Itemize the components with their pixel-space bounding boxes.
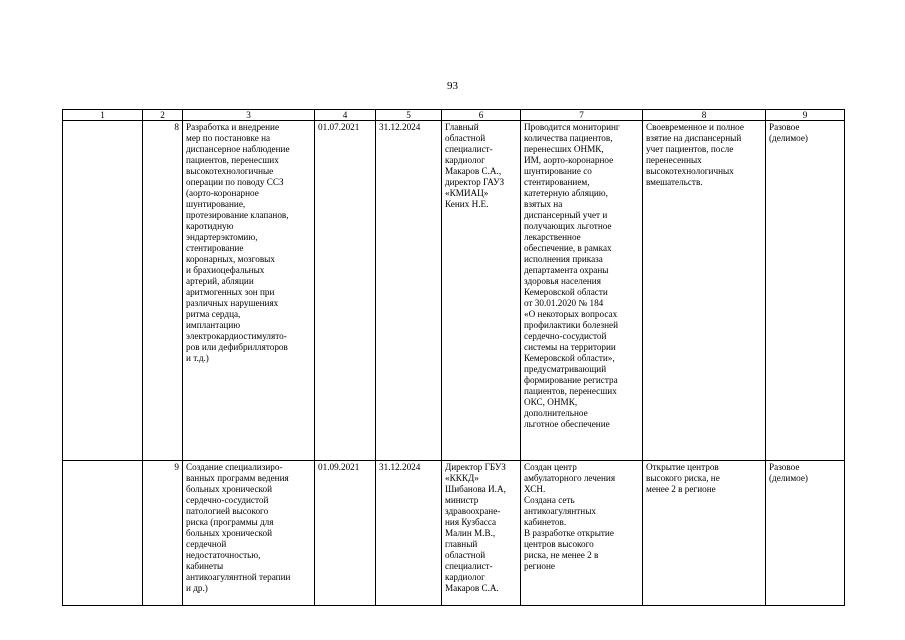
text-line: ров или дефибрилляторов xyxy=(186,342,288,352)
text-line: регионе xyxy=(524,561,555,571)
text-line: «О некоторых вопросах xyxy=(524,309,618,319)
start-date-cell: 01.09.2021 xyxy=(315,461,376,606)
text-line: высокого риска, не xyxy=(646,473,720,483)
text-line: катетерную абляцию, xyxy=(524,188,608,198)
text-line: шунтирование со xyxy=(524,166,592,176)
measures-table xyxy=(62,109,845,606)
text-line: шунтирование, xyxy=(186,199,246,209)
text-line: Кемеровской области», xyxy=(524,353,615,363)
text-line: имплантацию xyxy=(186,320,241,330)
text-line: системы на территории xyxy=(524,342,616,352)
table-row xyxy=(63,461,845,606)
text-line: сердечной xyxy=(186,539,227,549)
row-number: 8 xyxy=(143,121,183,461)
text-line: артерий, абляции xyxy=(186,276,254,286)
text-line: больных хронической xyxy=(186,484,273,494)
text-line: риска, не менее 2 в xyxy=(524,550,599,560)
status-cell xyxy=(521,461,643,606)
text-line: сердечно-сосудистой xyxy=(186,495,269,505)
text-line: специалист- xyxy=(445,144,493,154)
text-line: получающих льготное xyxy=(524,221,612,231)
text-line: от 30.01.2020 № 184 xyxy=(524,298,604,308)
start-date-cell: 01.07.2021 xyxy=(315,121,376,461)
end-date-cell: 31.12.2024 xyxy=(376,121,442,461)
text-line: недостаточностью, xyxy=(186,550,261,560)
text-line: министр xyxy=(445,495,479,505)
text-line: взятие на диспансерный xyxy=(646,133,742,143)
text-line: каротидную xyxy=(186,221,234,231)
text-line: высокотехнологичные xyxy=(186,166,274,176)
type-cell xyxy=(766,121,845,461)
type-cell xyxy=(766,461,845,606)
page-number: 93 xyxy=(447,80,458,92)
text-line: протезирование клапанов, xyxy=(186,210,289,220)
text-line: патологией высокого xyxy=(186,506,269,516)
text-line: «КМИАЦ» xyxy=(445,188,489,198)
column-header-5: 5 xyxy=(376,110,442,121)
text-line: и др.) xyxy=(186,583,208,593)
text-line: высокотехнологичных xyxy=(646,166,734,176)
end-date-cell: 31.12.2024 xyxy=(376,461,442,606)
text-line: Своевременное и полное xyxy=(646,122,744,132)
text-line: Разовое xyxy=(769,122,800,132)
text-line: антикоагулянтной терапии xyxy=(186,572,291,582)
measure-cell xyxy=(183,461,315,606)
text-line: диспансерный учет и xyxy=(524,210,608,220)
text-line: Разовое xyxy=(769,462,800,472)
text-line: стентирование xyxy=(186,243,244,253)
text-line: стентированием, xyxy=(524,177,590,187)
text-line: кабинеты xyxy=(186,561,224,571)
column-header-9: 9 xyxy=(766,110,845,121)
text-line: (делимое) xyxy=(769,133,808,143)
text-line: перенесенных xyxy=(646,155,702,165)
column-header-4: 4 xyxy=(315,110,376,121)
text-line: здоровья населения xyxy=(524,276,601,286)
text-line: Разработка и внедрение xyxy=(186,122,280,132)
text-line: операции по поводу ССЗ xyxy=(186,177,284,187)
text-line: Макаров С.А., xyxy=(445,166,502,176)
text-line: областной xyxy=(445,550,486,560)
column-header-1: 1 xyxy=(63,110,143,121)
text-line: электрокардиостимулято- xyxy=(186,331,287,341)
text-line: директор ГАУЗ xyxy=(445,177,505,187)
text-line: аритмогенных зон при xyxy=(186,287,275,297)
text-line: главный xyxy=(445,539,478,549)
text-line: исполнения приказа xyxy=(524,254,603,264)
header-row xyxy=(63,110,845,121)
text-line: специалист- xyxy=(445,561,493,571)
text-line: ХСН. xyxy=(524,484,546,494)
text-line: Кених Н.Е. xyxy=(445,199,489,209)
text-line: и брахиоцефальных xyxy=(186,265,265,275)
text-line: менее 2 в регионе xyxy=(646,484,716,494)
row-col1-cell xyxy=(63,121,143,461)
responsible-cell xyxy=(442,121,521,461)
text-line: Создание специализиро- xyxy=(186,462,283,472)
column-header-2: 2 xyxy=(143,110,183,121)
text-line: Кемеровской области xyxy=(524,287,608,297)
text-line: обеспечение, в рамках xyxy=(524,243,612,253)
text-line: предусматривающий xyxy=(524,364,607,374)
text-line: лекарственное xyxy=(524,232,581,242)
measure-cell xyxy=(183,121,315,461)
text-line: кабинетов. xyxy=(524,517,567,527)
text-line: больных хронической xyxy=(186,528,273,538)
text-line: Проводится мониторинг xyxy=(524,122,620,132)
text-line: центров высокого xyxy=(524,539,594,549)
text-line: (делимое) xyxy=(769,473,808,483)
text-line: Макаров С.А. xyxy=(445,583,499,593)
text-line: ИМ, аорто-коронарное xyxy=(524,155,614,165)
result-cell xyxy=(643,461,766,606)
text-line: перенесших ОНМК, xyxy=(524,144,604,154)
text-line: льготное обеспечение xyxy=(524,419,610,429)
status-cell xyxy=(521,121,643,461)
text-line: В разработке открытие xyxy=(524,528,614,538)
text-line: департамента охраны xyxy=(524,265,609,275)
text-line: Шибанова И.А, xyxy=(445,484,506,494)
text-line: Открытие центров xyxy=(646,462,719,472)
column-header-3: 3 xyxy=(183,110,315,121)
text-line: коронарных, мозговых xyxy=(186,254,275,264)
column-header-7: 7 xyxy=(521,110,643,121)
table-row xyxy=(63,121,845,461)
text-line: кардиолог xyxy=(445,155,485,165)
text-line: антикоагулянтных xyxy=(524,506,596,516)
text-line: эндартерэктомию, xyxy=(186,232,258,242)
text-line: «КККД» xyxy=(445,473,479,483)
text-line: Директор ГБУЗ xyxy=(445,462,506,472)
column-header-6: 6 xyxy=(442,110,521,121)
text-line: ванных программ ведения xyxy=(186,473,289,483)
text-line: сердечно-сосудистой xyxy=(524,331,607,341)
text-line: учет пациентов, после xyxy=(646,144,734,154)
text-line: Малин М.В., xyxy=(445,528,496,538)
text-line: диспансерное наблюдение xyxy=(186,144,290,154)
text-line: формирование регистра xyxy=(524,375,618,385)
text-line: пациентов, перенесших xyxy=(186,155,279,165)
text-line: взятых на xyxy=(524,199,563,209)
text-line: пациентов, перенесших xyxy=(524,386,617,396)
row-number: 9 xyxy=(143,461,183,606)
text-line: ритма сердца, xyxy=(186,309,241,319)
text-line: ОКС, ОНМК, xyxy=(524,397,578,407)
text-line: (аорто-коронарное xyxy=(186,188,259,198)
text-line: здравоохране- xyxy=(445,506,501,516)
column-header-8: 8 xyxy=(643,110,766,121)
result-cell xyxy=(643,121,766,461)
responsible-cell xyxy=(442,461,521,606)
text-line: кардиолог xyxy=(445,572,485,582)
text-line: риска (программы для xyxy=(186,517,274,527)
text-line: мер по постановке на xyxy=(186,133,271,143)
text-line: амбулаторного лечения xyxy=(524,473,616,483)
text-line: областной xyxy=(445,133,486,143)
row-col1-cell xyxy=(63,461,143,606)
text-line: Создан центр xyxy=(524,462,577,472)
text-line: Создана сеть xyxy=(524,495,575,505)
text-line: ния Кузбасса xyxy=(445,517,497,527)
text-line: дополнительное xyxy=(524,408,588,418)
text-line: различных нарушениях xyxy=(186,298,279,308)
text-line: вмешательств. xyxy=(646,177,703,187)
text-line: профилактики болезней xyxy=(524,320,619,330)
text-line: Главный xyxy=(445,122,479,132)
text-line: количества пациентов, xyxy=(524,133,613,143)
text-line: и т.д.) xyxy=(186,353,209,363)
